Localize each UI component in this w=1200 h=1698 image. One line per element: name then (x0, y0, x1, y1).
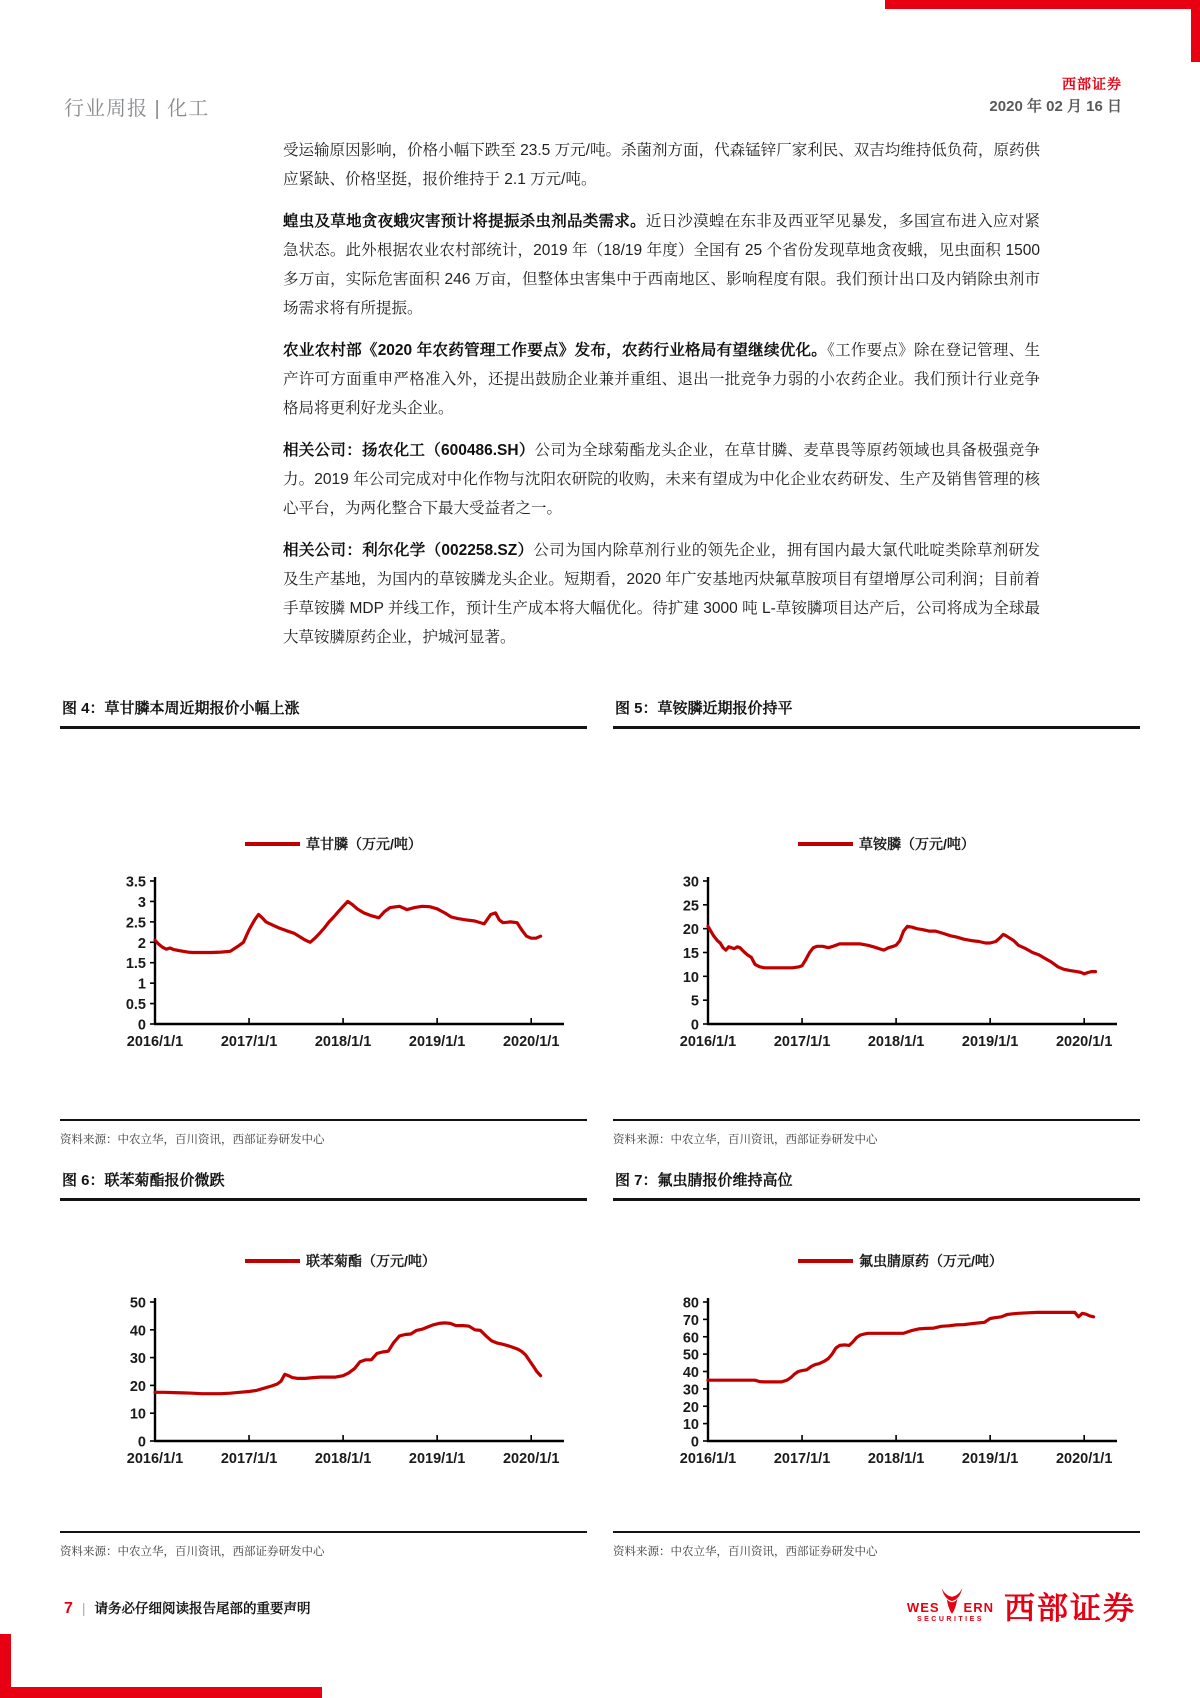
paragraph-lead: 农业农村部《2020 年农药管理工作要点》发布，农药行业格局有望继续优化。 (283, 342, 828, 359)
line-chart (613, 729, 1140, 1119)
paragraph-text: 近日沙漠蝗在东非及西亚罕见暴发，多国宣布进入应对紧急状态。此外根据农业农村部统计，2019 年（18/19 年度）全国有 25 个省份发现草地贪夜蛾，见虫面积 1500 多万亩，实际危害面积 246 万亩，但整体虫害集中于西南地区、影响程度有限。我们预计出口及内销除虫剂市场需求将有所提振。 (283, 213, 1040, 317)
company-logo (907, 1583, 1136, 1628)
svg-text:2019/1/1: 2019/1/1 (961, 1034, 1019, 1050)
paragraph (283, 136, 1040, 194)
svg-text:40: 40 (682, 1365, 699, 1381)
paragraph-text: 《工作要点》除在登记管理、生产许可方面重申严格准入外，还提出鼓励企业兼并重组、退出一批竞争力弱的小农药企业。我们预计行业竞争格局将更利好龙头企业。 (283, 342, 1040, 417)
svg-text:3: 3 (137, 894, 146, 911)
paragraph-text: 受运输原因影响，价格小幅下跌至 23.5 万元/吨。杀菌剂方面，代森锰锌厂家利民、双吉均维持低负荷，原药供应紧缺、价格坚挺，报价维持于 2.1 万元/吨。 (283, 142, 1040, 188)
logo-word-right: ERN (963, 1600, 994, 1615)
paragraph-lead: 相关公司：扬农化工（600486.SH） (283, 442, 535, 459)
svg-text:2019/1/1: 2019/1/1 (961, 1451, 1019, 1467)
svg-text:2020/1/1: 2020/1/1 (502, 1034, 560, 1050)
svg-text:2016/1/1: 2016/1/1 (126, 1034, 184, 1050)
svg-text:1: 1 (137, 976, 146, 993)
logo-word-left: WES (906, 1600, 940, 1615)
svg-text:50: 50 (129, 1295, 146, 1312)
svg-text:2: 2 (137, 935, 146, 952)
glufosinate-price-chart (613, 729, 1140, 1119)
footer-disclaimer: 请务必仔细阅读报告尾部的重要声明 (94, 1601, 311, 1616)
footer-separator: | (81, 1600, 86, 1616)
figures-section (60, 697, 1140, 1559)
figure-source: 资料来源：中农立华，百川资讯，西部证券研发中心 (613, 1531, 1140, 1559)
report-date: 2020 年 02 月 16 日 (989, 98, 1122, 115)
figure-source: 资料来源：中农立华，百川资讯，西部证券研发中心 (60, 1531, 587, 1559)
svg-text:0.5: 0.5 (125, 997, 146, 1014)
svg-text:0: 0 (690, 1017, 699, 1034)
paragraph-text: 公司为全球菊酯龙头企业，在草甘膦、麦草畏等原药领域也具备极强竞争力。2019 年公司完成对中化作物与沈阳农研院的收购，未来有望成为中化企业农药研发、生产及销售管理的核心平台，为两化整合下最大受益者之一。 (283, 442, 1040, 517)
svg-text:10: 10 (682, 969, 699, 986)
figure-title: 图 6：联苯菊酯报价微跌 (60, 1169, 587, 1201)
report-body (283, 136, 1040, 696)
svg-text:2017/1/1: 2017/1/1 (220, 1034, 278, 1050)
bottom-left-bar-horizontal (0, 1687, 322, 1698)
svg-text:2018/1/1: 2018/1/1 (314, 1451, 372, 1467)
page-number: 7 (64, 1600, 73, 1617)
svg-text:5: 5 (690, 993, 699, 1010)
brand-name: 西部证券 (1062, 76, 1122, 92)
svg-text:3.5: 3.5 (125, 874, 146, 891)
paragraph (283, 436, 1040, 523)
svg-text:2018/1/1: 2018/1/1 (867, 1451, 925, 1467)
paragraph-lead: 蝗虫及草地贪夜蛾灾害预计将提振杀虫剂品类需求。 (283, 213, 646, 230)
logo-brand-cn: 西部证券 (1004, 1591, 1136, 1626)
line-chart (60, 1201, 587, 1531)
paragraph (283, 536, 1040, 652)
svg-text:50: 50 (682, 1347, 699, 1364)
paragraph (283, 336, 1040, 423)
svg-text:2.5: 2.5 (125, 915, 146, 932)
figure-source: 资料来源：中农立华，百川资讯，西部证券研发中心 (60, 1119, 587, 1147)
svg-text:1.5: 1.5 (125, 956, 146, 973)
paragraph-lead: 相关公司：利尔化学（002258.SZ） (283, 542, 534, 559)
svg-text:0: 0 (137, 1017, 146, 1034)
svg-text:10: 10 (129, 1406, 146, 1423)
bifenthrin-price-chart (60, 1201, 587, 1531)
figure-source: 资料来源：中农立华，百川资讯，西部证券研发中心 (613, 1119, 1140, 1147)
svg-text:10: 10 (682, 1417, 699, 1434)
svg-text:30: 30 (682, 1382, 699, 1399)
footer-disclaimer-row (64, 1597, 311, 1618)
svg-text:20: 20 (682, 922, 699, 939)
svg-text:2016/1/1: 2016/1/1 (679, 1034, 737, 1050)
figure-title: 图 7：氟虫腈报价维持高位 (613, 1169, 1140, 1201)
figure-glyphosate (60, 697, 587, 1147)
paragraph (283, 207, 1040, 323)
svg-text:15: 15 (682, 946, 699, 962)
figure-glufosinate (613, 697, 1140, 1147)
figure-bifenthrin (60, 1169, 587, 1559)
figure-fipronil (613, 1169, 1140, 1559)
paragraph-text: 公司为国内除草剂行业的领先企业，拥有国内最大氯代吡啶类除草剂研发及生产基地，为国内的草铵膦龙头企业。短期看，2020 年广安基地丙炔氟草胺项目有望增厚公司利润；目前着手草铵膦 MDP 并线工作，预计生产成本将大幅优化。待扩建 3000 吨 L-草铵膦项目达产后，公司将成为全球最大草铵膦原药企业，护城河显著。 (283, 542, 1040, 646)
bull-icon (940, 1588, 964, 1614)
figure-title: 图 4：草甘膦本周近期报价小幅上涨 (60, 697, 587, 729)
svg-text:氟虫腈原药（万元/吨）: 氟虫腈原药（万元/吨） (859, 1253, 1003, 1269)
svg-text:2019/1/1: 2019/1/1 (408, 1451, 466, 1467)
svg-text:草甘膦（万元/吨）: 草甘膦（万元/吨） (306, 836, 422, 852)
svg-text:草铵膦（万元/吨）: 草铵膦（万元/吨） (859, 836, 975, 852)
top-right-bar-vertical (1191, 0, 1200, 62)
glyphosate-price-chart (60, 729, 587, 1119)
svg-text:联苯菊酯（万元/吨）: 联苯菊酯（万元/吨） (306, 1253, 436, 1269)
top-right-bar-horizontal (885, 0, 1200, 9)
report-type-label: 行业周报 | 化工 (64, 98, 210, 120)
svg-text:2020/1/1: 2020/1/1 (1055, 1034, 1113, 1050)
svg-text:20: 20 (682, 1399, 699, 1416)
svg-text:2020/1/1: 2020/1/1 (502, 1451, 560, 1467)
svg-text:20: 20 (129, 1378, 146, 1395)
svg-text:70: 70 (682, 1312, 699, 1329)
svg-text:80: 80 (682, 1295, 699, 1312)
svg-text:0: 0 (690, 1434, 699, 1451)
svg-text:2018/1/1: 2018/1/1 (314, 1034, 372, 1050)
svg-text:2016/1/1: 2016/1/1 (679, 1451, 737, 1467)
svg-text:30: 30 (129, 1351, 146, 1368)
svg-text:0: 0 (137, 1434, 146, 1451)
svg-text:2020/1/1: 2020/1/1 (1055, 1451, 1113, 1467)
svg-text:2018/1/1: 2018/1/1 (867, 1034, 925, 1050)
logo-subtitle: SECURITIES (916, 1616, 984, 1623)
svg-text:60: 60 (682, 1330, 699, 1347)
logo-mark (907, 1588, 994, 1623)
svg-text:2017/1/1: 2017/1/1 (773, 1451, 831, 1467)
svg-text:2017/1/1: 2017/1/1 (773, 1034, 831, 1050)
fipronil-price-chart (613, 1201, 1140, 1531)
svg-text:25: 25 (682, 898, 699, 915)
svg-text:2016/1/1: 2016/1/1 (126, 1451, 184, 1467)
svg-text:2019/1/1: 2019/1/1 (408, 1034, 466, 1050)
svg-text:40: 40 (129, 1323, 146, 1340)
figure-title: 图 5：草铵膦近期报价持平 (613, 697, 1140, 729)
line-chart (613, 1201, 1140, 1531)
svg-text:2017/1/1: 2017/1/1 (220, 1451, 278, 1467)
svg-text:30: 30 (682, 874, 699, 891)
line-chart (60, 729, 587, 1119)
